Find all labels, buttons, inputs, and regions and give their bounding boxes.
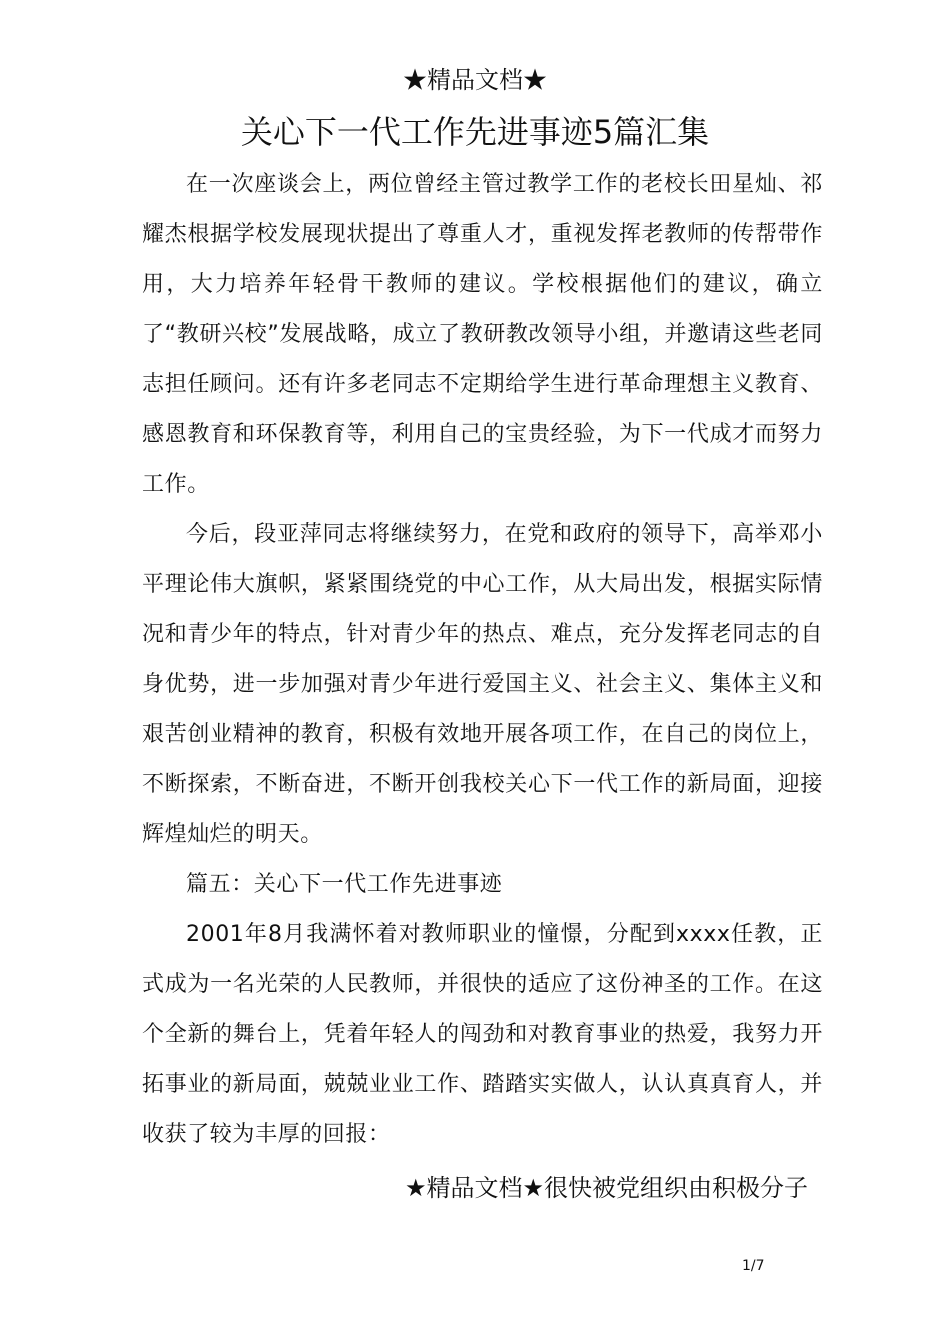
page-number: 1/7 [742, 1258, 765, 1274]
section-paragraph: 2001年8月我满怀着对教师职业的憧憬，分配到xxxx任教，正式成为一名光荣的人民教师，并很快的适应了这份神圣的工作。在这个全新的舞台上，凭着年轻人的闯劲和对教育事业的热爱，我努力开拓事业的新局面，兢兢业业工作、踏踏实实做人，认认真真育人，并收获了较为丰厚的回报： [142, 922, 823, 1147]
document-body [142, 160, 823, 1160]
section-heading: 篇五：关心下一代工作先进事迹 [186, 872, 503, 897]
paragraph-2: 今后，段亚萍同志将继续努力，在党和政府的领导下，高举邓小平理论伟大旗帜，紧紧围绕党的中心工作，从大局出发，根据实际情况和青少年的特点，针对青少年的热点、难点，充分发挥老同志的自身优势，进一步加强对青少年进行爱国主义、社会主义、集体主义和艰苦创业精神的教育，积极有效地开展各项工作，在自己的岗位上，不断探索，不断奋进，不断开创我校关心下一代工作的新局面，迎接辉煌灿烂的明天。 [142, 522, 823, 847]
document-title: 关心下一代工作先进事迹5篇汇集 [240, 113, 710, 151]
header-watermark: ★精品文档★ [403, 66, 547, 94]
footer-watermark-line: ★精品文档★很快被党组织由积极分子 [404, 1174, 808, 1202]
paragraph-1: 在一次座谈会上，两位曾经主管过教学工作的老校长田星灿、祁耀杰根据学校发展现状提出了尊重人才，重视发挥老教师的传帮带作用，大力培养年轻骨干教师的建议。学校根据他们的建议，确立了“教研兴校”发展战略，成立了教研教改领导小组，并邀请这些老同志担任顾问。还有许多老同志不定期给学生进行革命理想主义教育、感恩教育和环保教育等，利用自己的宝贵经验，为下一代成才而努力工作。 [142, 172, 823, 497]
